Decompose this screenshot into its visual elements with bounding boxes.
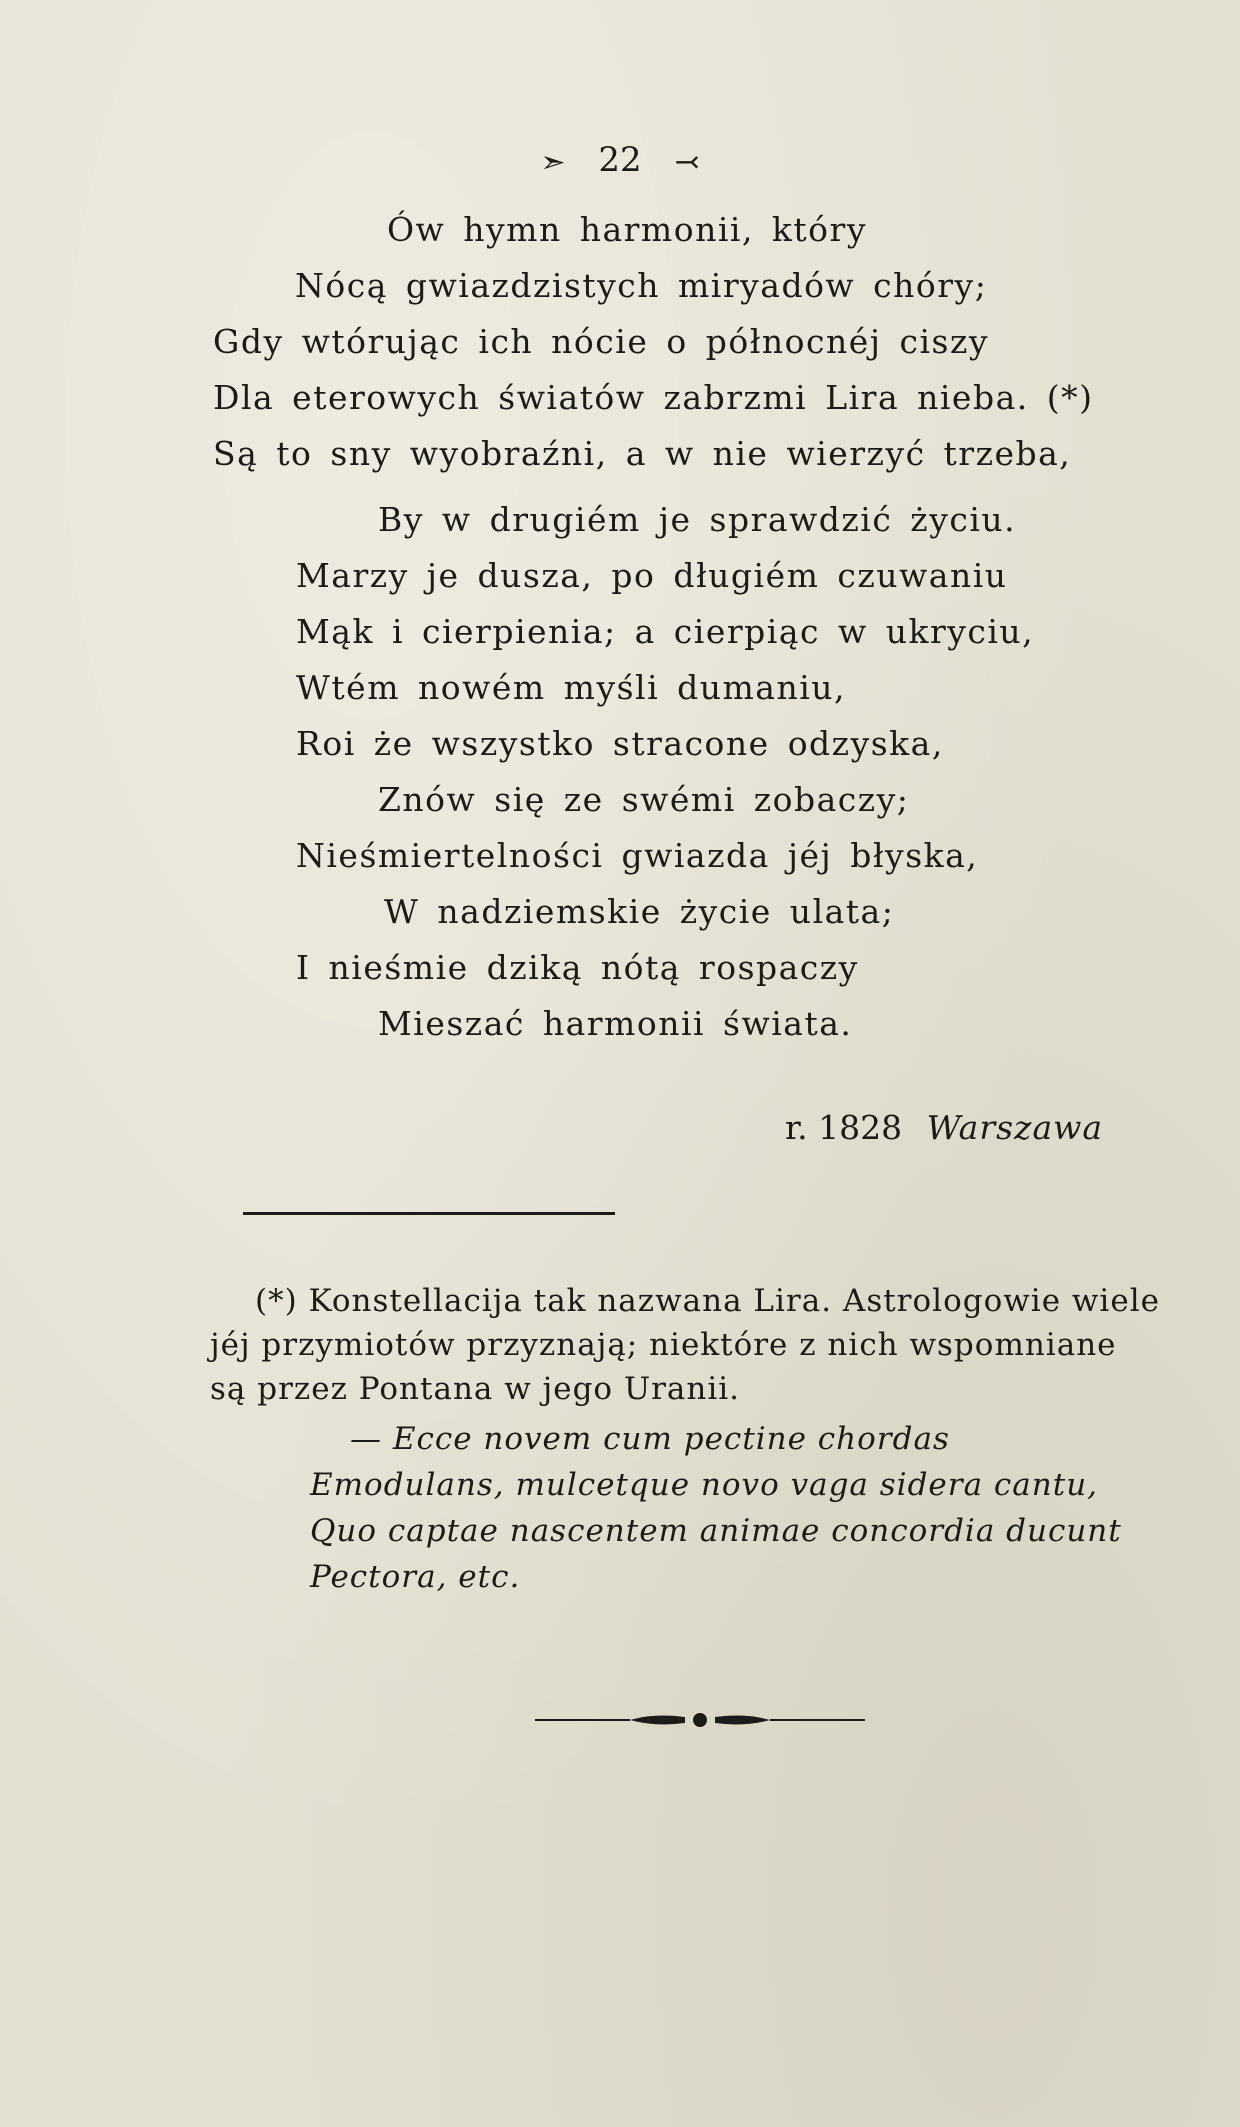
signature-year: r. 1828 xyxy=(785,1108,903,1147)
page-number: 22 xyxy=(598,140,642,180)
poem-line: Wtém nowém myśli dumaniu, xyxy=(296,668,847,707)
signature-place: Warszawa xyxy=(926,1108,1104,1147)
latin-quote-line: Emodulans, mulcetque novo vaga sidera cantu, xyxy=(310,1467,1099,1503)
poem-line: Dla eterowych światów zabrzmi Lira nieba. (*) xyxy=(213,378,1094,417)
latin-quote-line: Pectora, etc. xyxy=(310,1559,521,1595)
latin-quote-line: — Ecce novem cum pectine chordas xyxy=(350,1421,950,1457)
poem-line: Roi że wszystko stracone odzyska, xyxy=(296,724,944,763)
footnote-line: są przez Pontana w jego Uranii. xyxy=(210,1371,741,1407)
ornament-right-icon: ⤙ xyxy=(674,144,700,180)
poem-line: I nieśmie dziką nótą rospaczy xyxy=(296,948,859,987)
poem-line: Ów hymn harmonii, który xyxy=(387,210,867,249)
poem-line: By w drugiém je sprawdzić życiu. xyxy=(378,500,1017,539)
poem-signature xyxy=(785,1108,1103,1147)
poem-line: Mąk i cierpienia; a cierpiąc w ukryciu, xyxy=(296,612,1035,651)
poem-line: Nieśmiertelności gwiazda jéj błyska, xyxy=(296,836,979,875)
page-header xyxy=(0,140,1240,180)
ornament-left-icon: ➣ xyxy=(540,144,566,180)
poem-line: Mieszać harmonii świata. xyxy=(378,1004,853,1043)
footnote-line: (*) Konstellacija tak nazwana Lira. Astrologowie wiele xyxy=(255,1283,1160,1319)
footnote-divider xyxy=(243,1212,615,1215)
tailpiece-ornament-icon xyxy=(535,1708,865,1732)
poem-line: Znów się ze swémi zobaczy; xyxy=(378,780,910,819)
footnote-line: jéj przymiotów przyznają; niektóre z nich wspomniane xyxy=(210,1327,1117,1363)
poem-line: W nadziemskie życie ulata; xyxy=(384,892,895,931)
latin-quote-line: Quo captae nascentem animae concordia ducunt xyxy=(310,1513,1122,1549)
poem-line: Marzy je dusza, po długiém czuwaniu xyxy=(296,556,1008,595)
poem-line: Gdy wtórując ich nócie o północnéj ciszy xyxy=(213,322,990,361)
poem-line: Nócą gwiazdzistych miryadów chóry; xyxy=(295,266,988,305)
poem-line: Są to sny wyobraźni, a w nie wierzyć trzeba, xyxy=(213,434,1072,473)
